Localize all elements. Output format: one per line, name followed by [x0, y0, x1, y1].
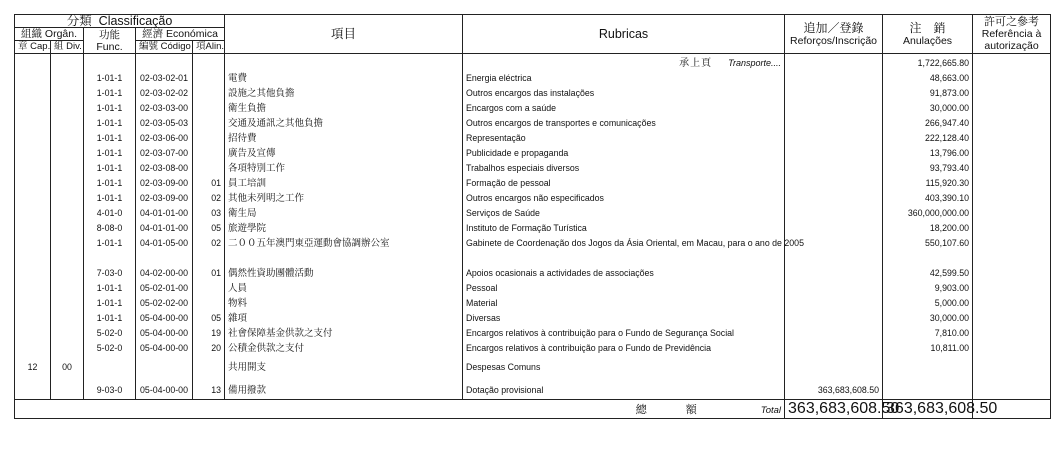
reforco-cell: [785, 326, 883, 341]
anulacao-cell: 5,000.00: [883, 296, 973, 311]
alin-cell: [193, 356, 225, 378]
table-row: [15, 378, 1051, 400]
func-cell: 1-01-1: [84, 86, 136, 101]
reforco-cell: [785, 176, 883, 191]
autorizacao-cell: [973, 296, 1051, 311]
codigo-cell: 02-03-03-00: [136, 101, 193, 116]
autorizacao-cell: [973, 131, 1051, 146]
cap-cell: [15, 221, 51, 236]
div-cell: [51, 296, 84, 311]
alin-cell: [193, 296, 225, 311]
table-row: [15, 341, 1051, 356]
rubrica-cell: Encargos com a saúde: [463, 101, 785, 116]
cap-cell: [15, 296, 51, 311]
func-cell: 5-02-0: [84, 326, 136, 341]
cap-cell: [15, 116, 51, 131]
autorizacao-cell: [973, 86, 1051, 101]
alin-cell: 13: [193, 378, 225, 400]
cap-cell: [15, 176, 51, 191]
cap-cell: [15, 236, 51, 266]
div-cell: [51, 378, 84, 400]
alin-cell: [193, 161, 225, 176]
table-row: [15, 281, 1051, 296]
codigo-cell: 02-03-06-00: [136, 131, 193, 146]
reforco-cell: [785, 116, 883, 131]
total-label: 總 額 Total: [15, 400, 785, 419]
anulacao-cell: 13,796.00: [883, 146, 973, 161]
table-row: [15, 236, 1051, 266]
item-zh-cell: 各項特別工作: [225, 161, 463, 176]
alin-cell: [193, 131, 225, 146]
autorizacao-cell: [973, 311, 1051, 326]
reforco-cell: [785, 266, 883, 281]
div-cell: [51, 146, 84, 161]
codigo-cell: 02-03-09-00: [136, 176, 193, 191]
item-zh-cell: 電費: [225, 71, 463, 86]
anulacao-cell: 30,000.00: [883, 101, 973, 116]
div-header: 組 Div.: [51, 41, 84, 54]
alin-cell: 19: [193, 326, 225, 341]
autorizacao-cell: [973, 266, 1051, 281]
reforco-cell: [785, 146, 883, 161]
div-cell: [51, 236, 84, 266]
div-cell: [51, 266, 84, 281]
table-row: [15, 266, 1051, 281]
alin-cell: [193, 71, 225, 86]
func-cell: 1-01-1: [84, 296, 136, 311]
item-zh-cell: 衛生局: [225, 206, 463, 221]
item-zh-cell: 雜項: [225, 311, 463, 326]
func-cell: 1-01-1: [84, 146, 136, 161]
table-row: [15, 326, 1051, 341]
cap-cell: [15, 146, 51, 161]
cap-cell: [15, 101, 51, 116]
rubrica-cell: Serviços de Saúde: [463, 206, 785, 221]
autorizacao-cell: [973, 71, 1051, 86]
table-body: [15, 54, 1051, 400]
cap-cell: 12: [15, 356, 51, 378]
rubrica-cell: Outros encargos das instalações: [463, 86, 785, 101]
total-row: [15, 400, 1051, 419]
func-cell: 1-01-1: [84, 176, 136, 191]
func-cell: 5-02-0: [84, 341, 136, 356]
reforcos-header: 追加／登錄 Reforços/Inscrição: [785, 15, 883, 54]
reforco-cell: [785, 101, 883, 116]
anulacao-cell: 360,000,000.00: [883, 206, 973, 221]
div-cell: [51, 341, 84, 356]
rubrica-cell: Gabinete de Coordenação dos Jogos da Ásia Oriental, em Macau, para o ano de 2005: [463, 236, 785, 266]
anulacao-cell: 93,793.40: [883, 161, 973, 176]
div-cell: [51, 281, 84, 296]
reforco-cell: [785, 281, 883, 296]
table-row: [15, 221, 1051, 236]
func-cell: 1-01-1: [84, 191, 136, 206]
item-zh-cell: 人員: [225, 281, 463, 296]
reforco-cell: [785, 311, 883, 326]
item-zh-cell: 衛生負擔: [225, 101, 463, 116]
anulacao-cell: 115,920.30: [883, 176, 973, 191]
cap-cell: [15, 341, 51, 356]
item-zh-cell: 旅遊學院: [225, 221, 463, 236]
cap-cell: [15, 71, 51, 86]
item-zh-cell: 偶然性資助團體活動: [225, 266, 463, 281]
func-cell: 1-01-1: [84, 311, 136, 326]
autorizacao-cell: [973, 221, 1051, 236]
div-cell: [51, 221, 84, 236]
rubrica-cell: Energia eléctrica: [463, 71, 785, 86]
codigo-cell: 04-01-01-00: [136, 206, 193, 221]
reforco-cell: [785, 356, 883, 378]
rubrica-cell: Encargos relativos à contribuição para o Fundo de Previdência: [463, 341, 785, 356]
anulacao-cell: 42,599.50: [883, 266, 973, 281]
func-cell: 1-01-1: [84, 281, 136, 296]
rubrica-cell: Outros encargos não especificados: [463, 191, 785, 206]
div-cell: [51, 71, 84, 86]
rubrica-cell: Pessoal: [463, 281, 785, 296]
rubrica-cell: Formação de pessoal: [463, 176, 785, 191]
autorizacao-cell: [973, 101, 1051, 116]
anulacao-cell: [883, 356, 973, 378]
autorizacao-cell: [973, 356, 1051, 378]
autorizacao-cell: [973, 176, 1051, 191]
classification-header: 分類 Classificação: [15, 15, 225, 28]
codigo-cell: 02-03-09-00: [136, 191, 193, 206]
autorizacao-cell: [973, 191, 1051, 206]
item-zh-cell: 其他未列明之工作: [225, 191, 463, 206]
func-cell: 4-01-0: [84, 206, 136, 221]
autorizacao-header: 許可之參考 Referência à autorização: [973, 15, 1051, 54]
func-cell: 1-01-1: [84, 131, 136, 146]
reforco-cell: [785, 71, 883, 86]
carry-over-label: 承上頁 Transporte....: [463, 54, 785, 72]
codigo-cell: 02-03-02-02: [136, 86, 193, 101]
codigo-cell: 04-01-01-00: [136, 221, 193, 236]
codigo-cell: 04-01-05-00: [136, 236, 193, 266]
table-row: [15, 206, 1051, 221]
rubrica-cell: Despesas Comuns: [463, 356, 785, 378]
cap-cell: [15, 191, 51, 206]
anulacao-cell: 91,873.00: [883, 86, 973, 101]
item-zh-cell: 員工培訓: [225, 176, 463, 191]
carry-over-row: [15, 54, 1051, 72]
div-cell: 00: [51, 356, 84, 378]
reforco-cell: [785, 206, 883, 221]
rubrica-cell: Instituto de Formação Turística: [463, 221, 785, 236]
codigo-cell: 05-02-01-00: [136, 281, 193, 296]
item-zh-cell: 共用開支: [225, 356, 463, 378]
codigo-cell: 04-02-00-00: [136, 266, 193, 281]
reforco-cell: [785, 131, 883, 146]
div-cell: [51, 86, 84, 101]
table-row: [15, 86, 1051, 101]
autorizacao-cell: [973, 161, 1051, 176]
reforco-cell: [785, 221, 883, 236]
div-cell: [51, 206, 84, 221]
alin-cell: [193, 281, 225, 296]
func-cell: 8-08-0: [84, 221, 136, 236]
div-cell: [51, 326, 84, 341]
cap-cell: [15, 311, 51, 326]
cap-cell: [15, 86, 51, 101]
alin-cell: 01: [193, 266, 225, 281]
cap-cell: [15, 326, 51, 341]
anulacao-cell: 7,810.00: [883, 326, 973, 341]
anulacao-cell: 48,663.00: [883, 71, 973, 86]
alin-cell: 05: [193, 311, 225, 326]
alin-cell: 20: [193, 341, 225, 356]
func-cell: 1-01-1: [84, 101, 136, 116]
rubrica-cell: Encargos relativos à contribuição para o Fundo de Segurança Social: [463, 326, 785, 341]
total-anulacoes: 363,683,608.50: [883, 400, 973, 419]
codigo-cell: 02-03-05-03: [136, 116, 193, 131]
div-cell: [51, 116, 84, 131]
codigo-cell: 05-04-00-00: [136, 378, 193, 400]
anulacoes-header: 注 銷 Anulações: [883, 15, 973, 54]
cap-cell: [15, 281, 51, 296]
codigo-cell: 02-03-02-01: [136, 71, 193, 86]
codigo-cell: 05-04-00-00: [136, 341, 193, 356]
item-zh-cell: 公積金供款之支付: [225, 341, 463, 356]
func-cell: 1-01-1: [84, 71, 136, 86]
div-cell: [51, 311, 84, 326]
func-cell: 1-01-1: [84, 161, 136, 176]
table-header: [15, 15, 1051, 54]
alin-cell: 03: [193, 206, 225, 221]
reforco-cell: [785, 296, 883, 311]
alin-cell: 02: [193, 236, 225, 266]
anulacao-cell: [883, 378, 973, 400]
codigo-cell: 05-02-02-00: [136, 296, 193, 311]
item-zh-cell: 招待費: [225, 131, 463, 146]
item-zh-cell: 二００五年澳門東亞運動會協調辦公室: [225, 236, 463, 266]
alin-cell: [193, 116, 225, 131]
codigo-cell: 02-03-07-00: [136, 146, 193, 161]
rubrica-cell: Dotação provisional: [463, 378, 785, 400]
func-cell: 7-03-0: [84, 266, 136, 281]
rubrica-cell: Material: [463, 296, 785, 311]
cap-cell: [15, 266, 51, 281]
reforco-cell: [785, 341, 883, 356]
func-cell: 9-03-0: [84, 378, 136, 400]
cap-header: 章 Cap.: [15, 41, 51, 54]
table-row: [15, 311, 1051, 326]
codigo-cell: 05-04-00-00: [136, 311, 193, 326]
table-row: [15, 191, 1051, 206]
alin-cell: 05: [193, 221, 225, 236]
anulacao-cell: 222,128.40: [883, 131, 973, 146]
codigo-cell: [136, 356, 193, 378]
div-cell: [51, 191, 84, 206]
func-header: 功能 Func.: [84, 28, 136, 54]
cap-cell: [15, 206, 51, 221]
anulacao-cell: 18,200.00: [883, 221, 973, 236]
item-zh-header: 項目: [225, 15, 463, 54]
alin-cell: [193, 86, 225, 101]
div-cell: [51, 131, 84, 146]
cap-cell: [15, 378, 51, 400]
anulacao-cell: 9,903.00: [883, 281, 973, 296]
table-row: [15, 356, 1051, 378]
anulacao-cell: 550,107.60: [883, 236, 973, 266]
alin-cell: 02: [193, 191, 225, 206]
div-cell: [51, 101, 84, 116]
item-zh-cell: 設施之其他負擔: [225, 86, 463, 101]
carry-over-anulacoes: 1,722,665.80: [883, 54, 973, 72]
organ-header: 組織 Orgân.: [15, 28, 84, 41]
item-zh-cell: 社會保障基金供款之支付: [225, 326, 463, 341]
rubricas-header: Rubricas: [463, 15, 785, 54]
autorizacao-cell: [973, 116, 1051, 131]
table-row: [15, 101, 1051, 116]
alin-cell: 01: [193, 176, 225, 191]
autorizacao-cell: [973, 146, 1051, 161]
item-zh-cell: 備用撥款: [225, 378, 463, 400]
func-cell: 1-01-1: [84, 116, 136, 131]
codigo-cell: 02-03-08-00: [136, 161, 193, 176]
table-row: [15, 146, 1051, 161]
autorizacao-cell: [973, 206, 1051, 221]
autorizacao-cell: [973, 236, 1051, 266]
codigo-header: 編號 Código: [136, 41, 193, 54]
func-cell: [84, 356, 136, 378]
rubrica-cell: Publicidade e propaganda: [463, 146, 785, 161]
autorizacao-cell: [973, 378, 1051, 400]
alin-header: 項Alin.: [193, 41, 225, 54]
table-row: [15, 131, 1051, 146]
cap-cell: [15, 131, 51, 146]
anulacao-cell: 266,947.40: [883, 116, 973, 131]
cap-cell: [15, 161, 51, 176]
div-cell: [51, 176, 84, 191]
econ-header: 經濟 Económica: [136, 28, 225, 41]
anulacao-cell: 30,000.00: [883, 311, 973, 326]
reforco-cell: [785, 161, 883, 176]
reforco-cell: [785, 191, 883, 206]
anulacao-cell: 10,811.00: [883, 341, 973, 356]
item-zh-cell: 廣告及宣傳: [225, 146, 463, 161]
table-row: [15, 116, 1051, 131]
item-zh-cell: 物料: [225, 296, 463, 311]
reforco-cell: [785, 86, 883, 101]
table-row: [15, 176, 1051, 191]
func-cell: 1-01-1: [84, 236, 136, 266]
rubrica-cell: Representação: [463, 131, 785, 146]
total-reforcos: 363,683,608.50: [785, 400, 883, 419]
reforco-cell: 363,683,608.50: [785, 378, 883, 400]
rubrica-cell: Diversas: [463, 311, 785, 326]
alin-cell: [193, 101, 225, 116]
rubrica-cell: Outros encargos de transportes e comunicações: [463, 116, 785, 131]
autorizacao-cell: [973, 281, 1051, 296]
item-zh-cell: 交通及通訊之其他負擔: [225, 116, 463, 131]
div-cell: [51, 161, 84, 176]
budget-table: [14, 14, 1051, 419]
table-row: [15, 296, 1051, 311]
table-row: [15, 161, 1051, 176]
rubrica-cell: Apoios ocasionais a actividades de associações: [463, 266, 785, 281]
autorizacao-cell: [973, 341, 1051, 356]
codigo-cell: 05-04-00-00: [136, 326, 193, 341]
rubrica-cell: Trabalhos especiais diversos: [463, 161, 785, 176]
anulacao-cell: 403,390.10: [883, 191, 973, 206]
table-row: [15, 71, 1051, 86]
autorizacao-cell: [973, 326, 1051, 341]
alin-cell: [193, 146, 225, 161]
